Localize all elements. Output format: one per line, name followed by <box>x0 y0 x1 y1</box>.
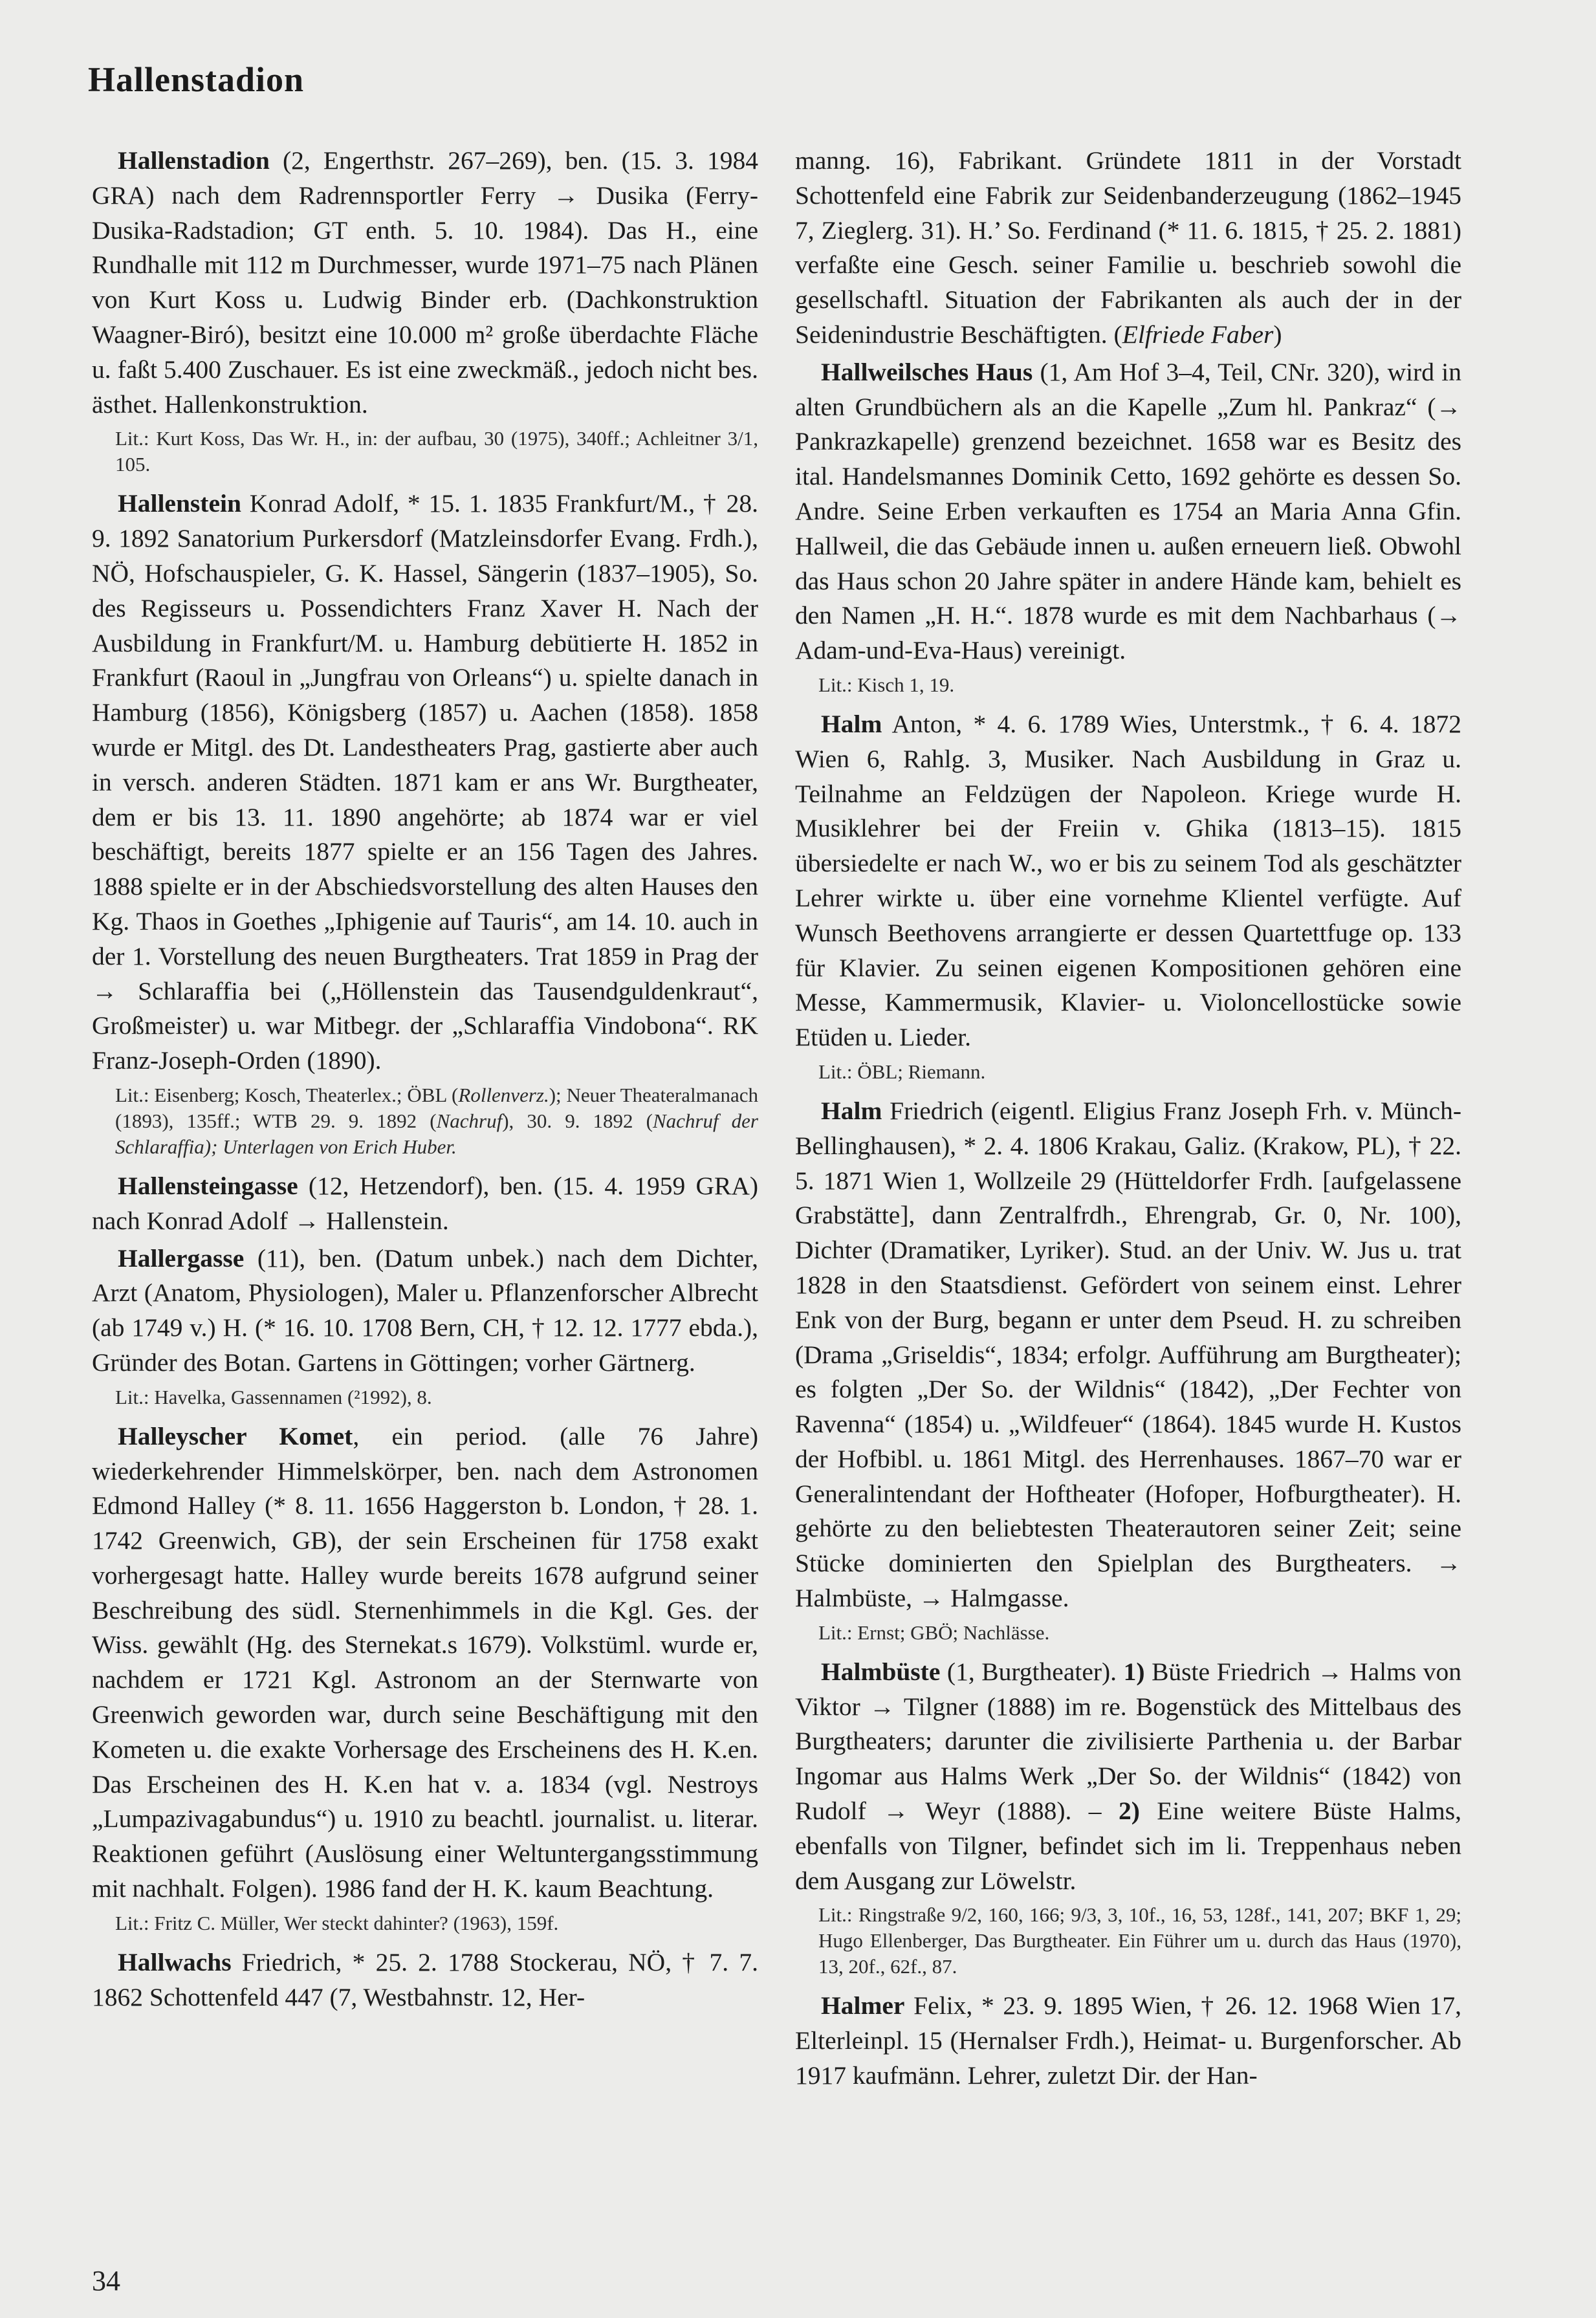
entry-hallenstadion <box>92 144 758 422</box>
lit-part: Rollenverz. <box>458 1083 549 1106</box>
entry-text: (12, Hetzendorf), ben. (15. 4. 1959 GRA) nach Konrad Adolf → Hallenstein. <box>92 1171 758 1235</box>
entry-text: (1, Am Hof 3–4, Teil, CNr. 320), wird in alten Grundbüchern als an die Kapelle „Zum hl. Pankraz“ (→ Pankrazkapelle) grenzend bezeichnet. 1658 war es Besitz des ital. Handelsmannes Dominik Cetto, 1692 gehörte es dessen So. Andre. Seine Erben verkauften es 1754 an Maria Anna Gfin. Hallweil, die das Gebäude innen u. außen erneuern ließ. Obwohl das Haus schon 20 Jahre später in andere Hände kam, behielt es den Namen „H. H.“. 1878 wurde es mit dem Nachbarhaus (→ Adam-und-Eva-Haus) vereinigt. <box>795 357 1461 665</box>
entry-text: Eine weitere Büste Halms, ebenfalls von Tilgner, befindet sich im li. Treppenhaus neben dem Ausgang zur Löwelstr. <box>795 1797 1462 1895</box>
literature-note: Lit.: Fritz C. Müller, Wer steckt dahinter? (1963), 159f. <box>115 1911 559 1934</box>
entry-text: Anton, * 4. 6. 1789 Wies, Unterstmk., † 6. 4. 1872 Wien 6, Rahlg. 3, Musiker. Nach Ausbildung in Graz u. Teilnahme an Feldzügen der Napoleon. Kriege wurde H. Musiklehrer bei der Freiin v. Ghika (1813–15). 1815 übersiedelte er nach W., wo er bis zu seinem Tod als geschätzter Lehrer wirkte u. über eine vornehme Klientel verfügte. Auf Wunsch Beethovens arrangierte er dessen Quartettfuge op. 133 für Klavier. Zu seinen eigenen Kompositionen gehören eine Messe, Kammermusik, Klavier- u. Violoncellostücke sowie Etüden u. Lieder. <box>795 709 1461 1052</box>
lit-part: ); Neuer Theateralmanach (1893), 135ff.; WTB 29. 9. 1892 ( <box>115 1083 758 1132</box>
entry-text: ) <box>1273 320 1282 349</box>
headword: Halm <box>821 709 882 738</box>
lit-part: Nachruf der Schlaraffia); Unterlagen von Erich Huber. <box>115 1109 758 1158</box>
headword: Hallweilsches Haus <box>821 357 1033 386</box>
entry-text: (11), ben. (Datum unbek.) nach dem Dichter, Arzt (Anatom, Physiologen), Maler u. Pflanzenforscher Albrecht (ab 1749 v.) H. (* 16. 10. 1708 Bern, CH, † 12. 12. 1777 ebda.), Gründer des Botan. Gartens in Göttingen; vorher Gärtnerg. <box>92 1243 758 1377</box>
headword: Halmer <box>821 1991 905 2020</box>
literature-note: Lit.: ÖBL; Riemann. <box>818 1060 986 1083</box>
literature-note <box>92 1082 758 1160</box>
entry-hallensteingasse <box>92 1169 758 1239</box>
literature-note: Lit.: Kurt Koss, Das Wr. H., in: der aufbau, 30 (1975), 340ff.; Achleitner 3/1, 105. <box>115 427 758 476</box>
entry-continuation <box>795 144 1461 353</box>
right-column <box>795 144 1461 2096</box>
literature-note: Lit.: Ernst; GBÖ; Nachlässe. <box>818 1621 1050 1644</box>
literature-note: Lit.: Ringstraße 9/2, 160, 166; 9/3, 3, 10f., 16, 53, 128f., 141, 207; BKF 1, 29; Hugo Ellenberger, Das Burgtheater. Ein Führer um u. durch das Haus (1970), 13, 20f., 62f., 87. <box>818 1903 1461 1978</box>
entry-text: Friedrich (eigentl. Eligius Franz Joseph Frh. v. Münch-Bellinghausen), * 2. 4. 1806 Krakau, Galiz. (Krakow, PL), † 22. 5. 1871 Wien 1, Wollzeile 29 (Hütteldorfer Frdh. [aufgelassene Grabstätte], dann Zentralfrdh., Ehrengrab, Gr. 0, Nr. 100), Dichter (Dramatiker, Lyriker). Stud. an der Univ. W. Jus u. trat 1828 in den Staatsdienst. Gefördert von seinem einst. Lehrer Enk von der Burg, begann er unter dem Pseud. H. zu schreiben (Drama „Griseldis“, 1834; erfolgr. Aufführung am Burgtheater); es folgten „Der So. der Wildnis“ (1842), „Der Fechter von Ravenna“ (1854) u. „Wildfeuer“ (1864). 1845 wurde H. Kustos der Hofbibl. u. 1861 Mitgl. des Herrenhauses. 1867–70 war er Generalintendant der Hoftheater (Hofoper, Hofburgtheater). H. gehörte zu den beliebtesten Theaterautoren seiner Zeit; seine Stücke dominierten den Spielplan des Burgtheaters. → Halmbüste, → Halmgasse. <box>795 1096 1461 1613</box>
entry-text: Felix, * 23. 9. 1895 Wien, † 26. 12. 1968 Wien 17, Elterleinpl. 15 (Hernalser Frdh.), Heimat- u. Burgenforscher. Ab 1917 kaufmänn. Lehrer, zuletzt Dir. der Han- <box>795 1991 1461 2090</box>
entry-text: Konrad Adolf, * 15. 1. 1835 Frankfurt/M., † 28. 9. 1892 Sanatorium Purkersdorf (Matzleinsdorfer Evang. Frdh.), NÖ, Hofschauspieler, G. K. Hassel, Sängerin (1837–1905), So. des Regisseurs u. Possendichters Franz Xaver H. Nach der Ausbildung in Frankfurt/M. u. Hamburg debütierte H. 1852 in Frankfurt (Raoul in „Jungfrau von Orleans“) u. spielte danach in Hamburg (1856), Königsberg (1857) u. Aachen (1858). 1858 wurde er Mitgl. des Dt. Landestheaters Prag, gastierte aber auch in versch. anderen Städten. 1871 kam er ans Wr. Burgtheater, dem er bis 13. 11. 1890 angehörte; ab 1874 war er viel beschäftigt, bereits 1877 spielte er an 156 Tagen des Jahres. 1888 spielte er in der Abschiedsvorstellung des alten Hauses den Kg. Thaos in Goethes „Iphigenie auf Tauris“, am 14. 10. auch in der 1. Vorstellung des neuen Burgtheaters. Trat 1859 in Prag der → Schlaraffia bei („Höllenstein das Tausendguldenkraut“, Großmeister) u. war Mitbegr. der „Schlaraffia Vindobona“. RK Franz-Joseph-Orden (1890). <box>92 489 758 1075</box>
entry-halm-friedrich <box>795 1094 1461 1616</box>
entry-halmer <box>795 1989 1461 2093</box>
lit-part: ), 30. 9. 1892 ( <box>502 1109 653 1132</box>
enum-marker: 2) <box>1118 1797 1140 1826</box>
lit-part: Nachruf <box>436 1109 503 1132</box>
entry-text: (2, Engerthstr. 267–269), ben. (15. 3. 1984 GRA) nach dem Radrennsportler Ferry → Dusika (Ferry-Dusika-Radstadion; GT enth. 5. 10. 1984). Das H., eine Rundhalle mit 112 m Durchmesser, wurde 1971–75 nach Plänen von Kurt Koss u. Ludwig Binder erb. (Dachkonstruktion Waagner-Biró), besitzt eine 10.000 m² große überdachte Fläche u. faßt 5.400 Zuschauer. Es ist eine zweckmäß., jedoch nicht bes. ästhet. Hallenkonstruktion. <box>92 146 758 419</box>
entry-halmbueste <box>795 1655 1461 1899</box>
entry-halm-anton <box>795 707 1461 1055</box>
headword: Hallensteingasse <box>118 1171 298 1200</box>
entry-hallweilsches-haus <box>795 355 1461 668</box>
entry-text: manng. 16), Fabrikant. Gründete 1811 in der Vorstadt Schottenfeld eine Fabrik zur Seidenbanderzeugung (1862–1945 7, Zieglerg. 31). H.’ So. Ferdinand (* 11. 6. 1815, † 25. 2. 1881) verfaßte eine Gesch. seiner Familie u. beschrieb sowohl die gesellschaftl. Situation der Fabrikanten als auch der in der Seidenindustrie Beschäftigten. ( <box>795 146 1461 349</box>
entry-text: , ein period. (alle 76 Jahre) wiederkehrender Himmelskörper, ben. nach dem Astronomen Edmond Halley (* 8. 11. 1656 Haggerston b. London, † 28. 1. 1742 Greenwich, GB), der sein Erscheinen für 1758 exakt vorhergesagt hatte. Halley wurde bereits 1678 aufgrund seiner Beschreibung des südl. Sternenhimmels in die Kgl. Ges. der Wiss. gewählt (Hg. des Sternekat.s 1679). Volkstüml. wurde er, nachdem er 1721 Kgl. Astronom an der Sternwarte von Greenwich geworden war, durch seine Beschäftigung mit den Kometen u. die exakte Vorhersage des Erscheinens des H. K.en. Das Erscheinen des H. K.en hat v. a. 1834 (vgl. Nestroys „Lumpazivagabundus“) u. 1910 zu beachtl. journalist. u. literar. Reaktionen geführt (Auslösung einer Weltuntergangsstimmung mit nachhalt. Folgen). 1986 fand der H. K. kaum Beachtung. <box>92 1421 758 1903</box>
enum-marker: 1) <box>1123 1657 1145 1686</box>
entry-hallergasse <box>92 1241 758 1381</box>
author-name: Elfriede Faber <box>1122 320 1274 349</box>
headword: Hallwachs <box>118 1947 232 1976</box>
headword: Halleyscher Komet <box>118 1421 353 1450</box>
lit-part: Lit.: Eisenberg; Kosch, Theaterlex.; ÖBL ( <box>115 1083 459 1106</box>
page-number: 34 <box>92 2265 120 2297</box>
headword: Hallenstein <box>118 489 241 518</box>
entry-text: (1, Burgtheater). <box>940 1657 1124 1686</box>
headword: Hallergasse <box>118 1243 245 1273</box>
entry-hallenstein <box>92 487 758 1078</box>
literature-note: Lit.: Havelka, Gassennamen (²1992), 8. <box>115 1385 432 1408</box>
entry-text: Friedrich, * 25. 2. 1788 Stockerau, NÖ, † 7. 7. 1862 Schottenfeld 447 (7, Westbahnstr. 12, Her- <box>92 1947 758 2011</box>
literature-note: Lit.: Kisch 1, 19. <box>818 673 955 696</box>
left-column <box>92 144 758 2017</box>
headword: Hallenstadion <box>118 146 270 175</box>
entry-halleyscher-komet <box>92 1419 758 1907</box>
page-title: Hallenstadion <box>88 60 305 99</box>
headword: Halmbüste <box>821 1657 941 1686</box>
headword: Halm <box>821 1096 882 1125</box>
entry-text: Büste Friedrich → Halms von Viktor → Tilgner (1888) im re. Bogenstück des Mittelbaus des Burgtheaters; darunter die zivilisierte Parthenia u. der Barbar Ingomar aus Halms Werk „Der So. der Wildnis“ (1842) von Rudolf → Weyr (1888). – <box>795 1657 1461 1826</box>
entry-hallwachs <box>92 1945 758 2015</box>
